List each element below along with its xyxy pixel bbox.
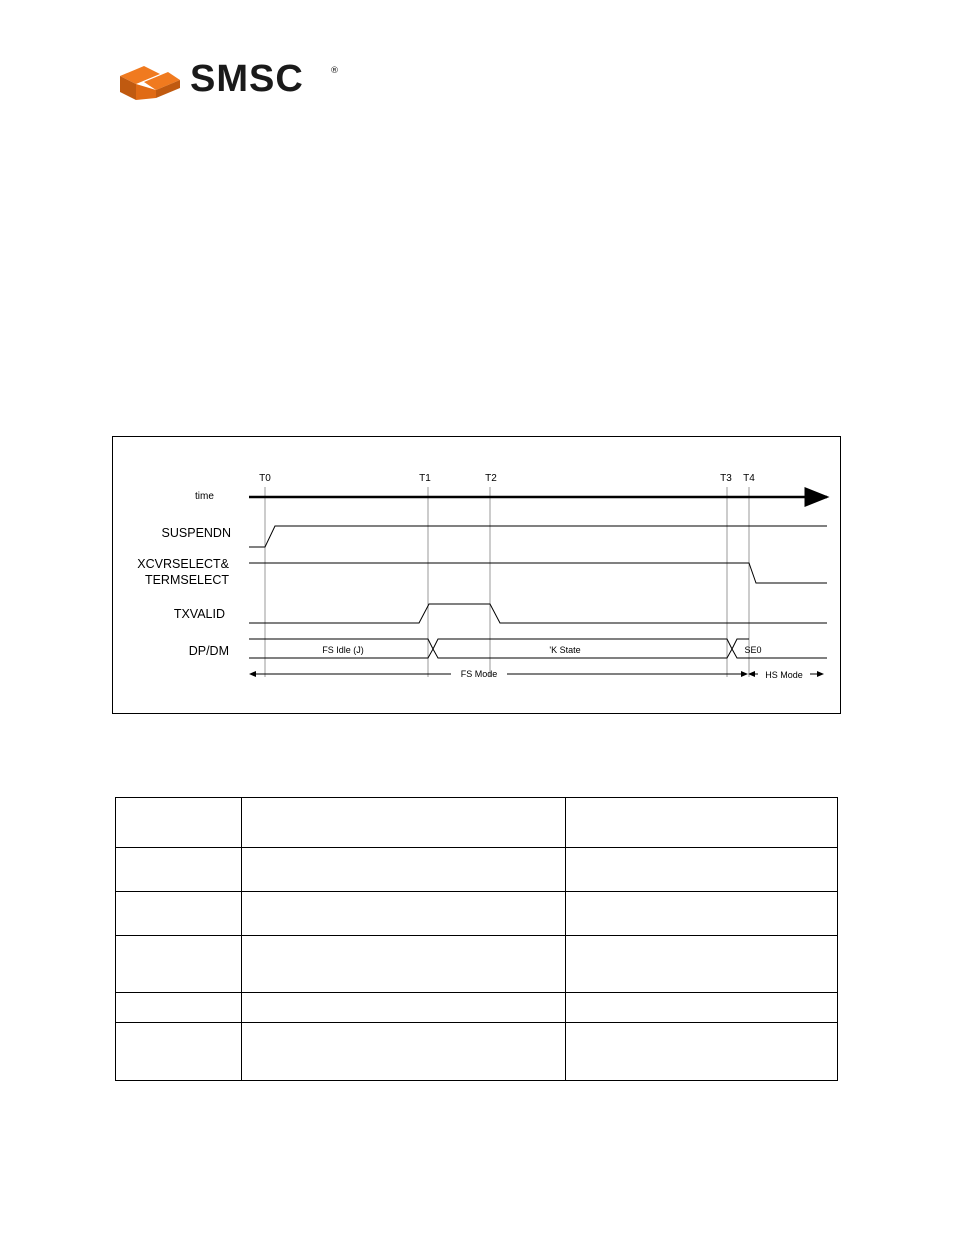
time-axis-label: time — [195, 491, 214, 502]
xcvrselect-waveform — [249, 563, 827, 583]
fs-mode-label: FS Mode — [460, 669, 498, 679]
table-row — [116, 798, 838, 848]
suspendn-label: SUSPENDN — [161, 526, 231, 540]
table-cell — [116, 848, 242, 892]
table-cell — [565, 1023, 837, 1081]
smsc-logo — [116, 58, 346, 106]
table-cell — [116, 993, 242, 1023]
t0-label: T0 — [259, 473, 271, 484]
table-row — [116, 936, 838, 993]
table-cell — [565, 993, 837, 1023]
suspendn-waveform — [249, 526, 827, 547]
timing-diagram-svg — [113, 437, 842, 715]
k-state-label: 'K State — [549, 645, 581, 655]
table-cell — [242, 1023, 565, 1081]
table-cell — [565, 892, 837, 936]
smsc-logo-mark-icon — [116, 62, 186, 106]
timing-table — [115, 797, 838, 1081]
table-cell — [116, 1023, 242, 1081]
t1-label: T1 — [419, 473, 431, 484]
registered-mark: ® — [330, 66, 339, 76]
table-row — [116, 848, 838, 892]
t4-label: T4 — [743, 473, 755, 484]
table-cell — [565, 936, 837, 993]
timing-diagram — [112, 436, 841, 714]
fs-idle-label: FS Idle (J) — [322, 645, 364, 655]
xcvrselect-label: XCVRSELECT& — [137, 557, 229, 571]
dpdm-label: DP/DM — [188, 644, 229, 658]
logo-wordmark: SMSC — [190, 58, 304, 100]
txvalid-waveform — [249, 604, 827, 623]
table-cell — [116, 798, 242, 848]
table-cell — [242, 993, 565, 1023]
hs-mode-label: HS Mode — [765, 670, 803, 680]
table-cell — [116, 936, 242, 993]
table-cell — [242, 892, 565, 936]
table-cell — [565, 848, 837, 892]
table-cell — [242, 936, 565, 993]
termselect-label: TERMSELECT — [144, 573, 229, 587]
se0-label: SE0 — [744, 645, 762, 655]
table-cell — [242, 798, 565, 848]
table-cell — [242, 848, 565, 892]
table-cell — [565, 798, 837, 848]
table-row — [116, 993, 838, 1023]
t3-label: T3 — [720, 473, 732, 484]
table-row — [116, 1023, 838, 1081]
table-cell — [116, 892, 242, 936]
table-row — [116, 892, 838, 936]
txvalid-label: TXVALID — [173, 607, 225, 621]
t2-label: T2 — [485, 473, 497, 484]
